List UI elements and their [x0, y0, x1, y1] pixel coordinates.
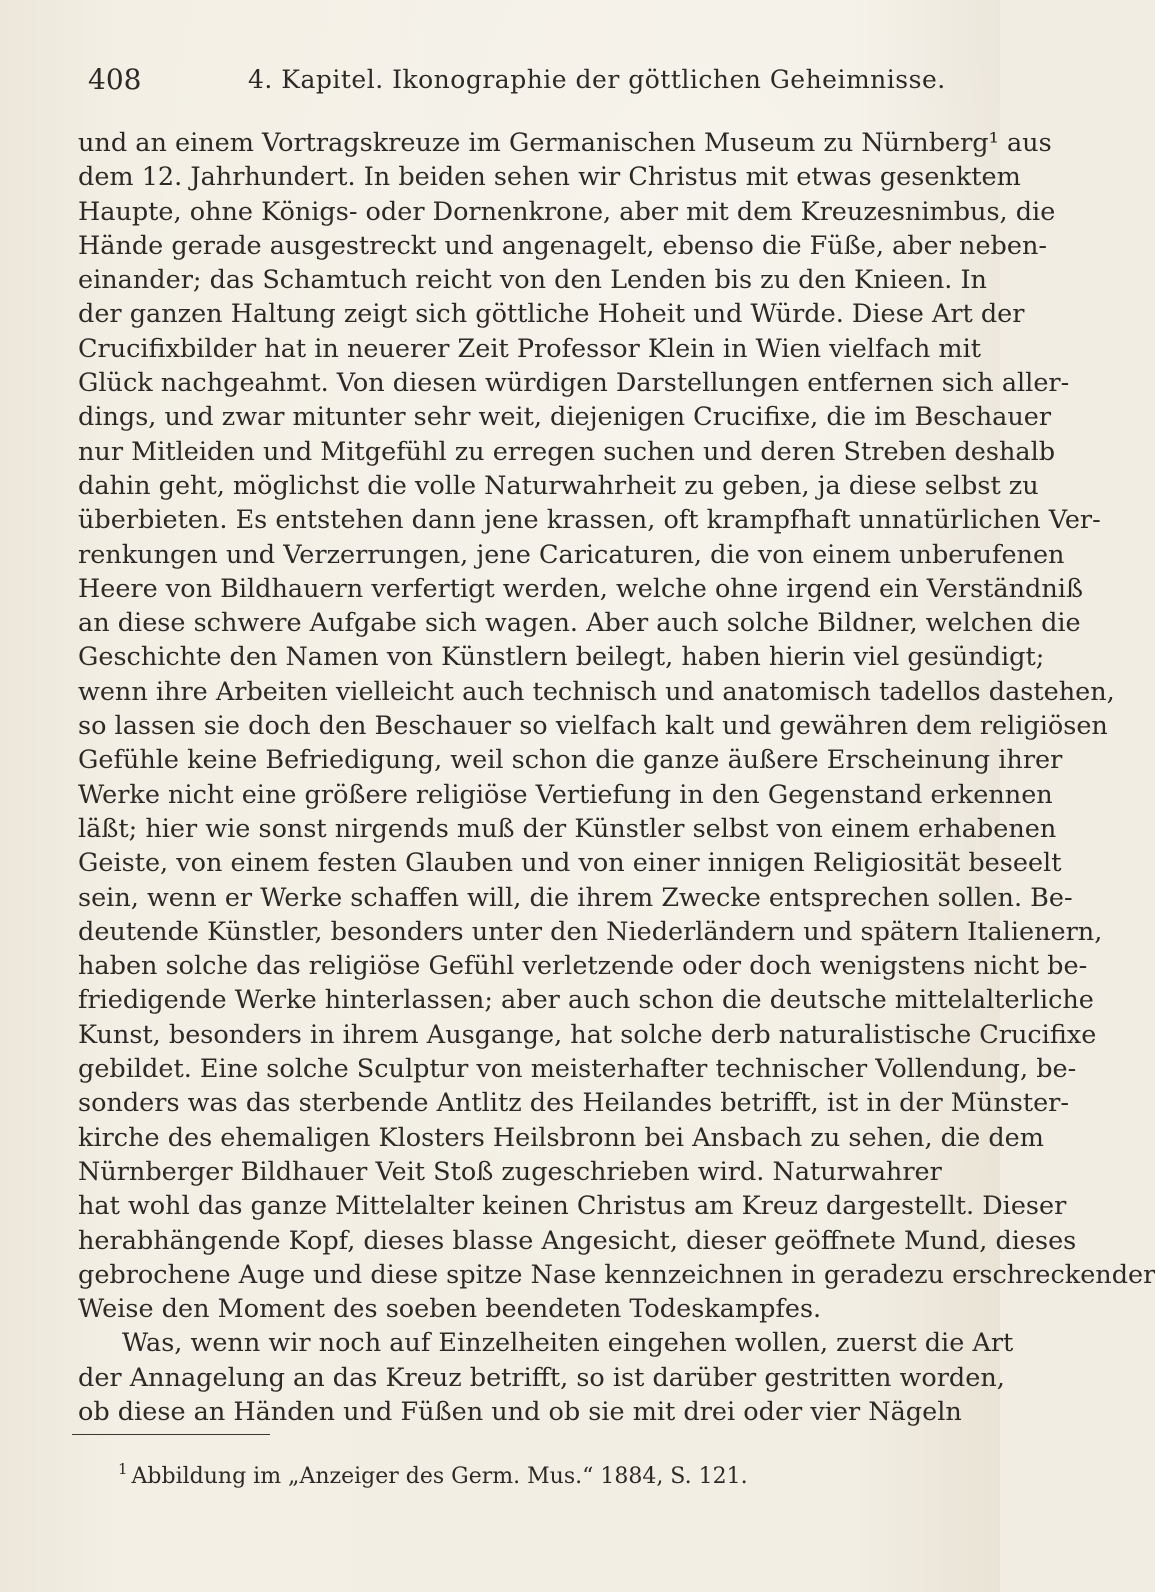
- text-line: der Annagelung an das Kreuz betrifft, so ist darüber gestritten worden,: [78, 1362, 1005, 1393]
- text-line: Kunst, besonders in ihrem Ausgange, hat solche derb naturalistische Crucifixe: [78, 1019, 1097, 1050]
- text-line: gebildet. Eine solche Sculptur von meisterhafter technischer Vollendung, be-: [78, 1054, 1077, 1085]
- running-head: 4. Kapitel. Ikonographie der göttlichen Geheimnisse.: [248, 65, 946, 94]
- text-line: sein, wenn er Werke schaffen will, die ihrem Zwecke entsprechen sollen. Be-: [78, 882, 1073, 913]
- text-line: kirche des ehemaligen Klosters Heilsbronn bei Ansbach zu sehen, die dem: [78, 1122, 1044, 1153]
- footnote-text: Abbildung im „Anzeiger des Germ. Mus.“ 1884, S. 121.: [131, 1464, 748, 1489]
- text-line: Geiste, von einem festen Glauben und von einer innigen Religiosität beseelt: [78, 848, 1062, 879]
- text-line: ob diese an Händen und Füßen und ob sie mit drei oder vier Nägeln: [78, 1396, 962, 1427]
- text-line: Haupte, ohne Königs- oder Dornenkrone, aber mit dem Kreuzesnimbus, die: [78, 196, 1056, 227]
- text-line: einander; das Schamtuch reicht von den Lenden bis zu den Knieen. In: [78, 265, 987, 296]
- text-line: Weise den Moment des soeben beendeten Todeskampfes.: [78, 1294, 822, 1325]
- text-line: dem 12. Jahrhundert. In beiden sehen wir Christus mit etwas gesenktem: [78, 162, 1021, 193]
- footnote: [118, 1462, 748, 1493]
- text-line: Nürnberger Bildhauer Veit Stoß zugeschrieben wird. Naturwahrer: [78, 1156, 942, 1187]
- text-line: an diese schwere Aufgabe sich wagen. Aber auch solche Bildner, welchen die: [78, 608, 1081, 639]
- text-line: hat wohl das ganze Mittelalter keinen Christus am Kreuz dargestellt. Dieser: [78, 1191, 1067, 1222]
- text-line: Was, wenn wir noch auf Einzelheiten eingehen wollen, zuerst die Art: [122, 1328, 1014, 1359]
- body-text: [78, 126, 1155, 1429]
- text-line: Gefühle keine Befriedigung, weil schon die ganze äußere Erscheinung ihrer: [78, 745, 1063, 776]
- text-line: gebrochene Auge und diese spitze Nase kennzeichnen in geradezu erschreckender: [78, 1259, 1155, 1290]
- page-header: [88, 60, 946, 100]
- text-line: und an einem Vortragskreuze im Germanischen Museum zu Nürnberg¹ aus: [78, 128, 1052, 158]
- text-line: Heere von Bildhauern verfertigt werden, welche ohne irgend ein Verständniß: [78, 573, 1083, 604]
- text-line: Geschichte den Namen von Künstlern beilegt, haben hierin viel gesündigt;: [78, 642, 1045, 673]
- text-line: läßt; hier wie sonst nirgends muß der Künstler selbst von einem erhabenen: [78, 813, 1057, 844]
- text-line: herabhängende Kopf, dieses blasse Angesicht, dieser geöffnete Mund, dieses: [78, 1225, 1077, 1256]
- text-line: wenn ihre Arbeiten vielleicht auch technisch und anatomisch tadellos dastehen,: [78, 676, 1115, 707]
- text-line: der ganzen Haltung zeigt sich göttliche Hoheit und Würde. Diese Art der: [78, 299, 1025, 330]
- text-line: renkungen und Verzerrungen, jene Caricaturen, die von einem unberufenen: [78, 539, 1065, 570]
- text-line: sonders was das sterbende Antlitz des Heilandes betrifft, ist in der Münster-: [78, 1088, 1069, 1119]
- footnote-divider: [72, 1434, 270, 1435]
- text-line: so lassen sie doch den Beschauer so vielfach kalt und gewähren dem religiösen: [78, 711, 1108, 742]
- text-line: Hände gerade ausgestreckt und angenagelt, ebenso die Füße, aber neben-: [78, 230, 1047, 261]
- text-line: deutende Künstler, besonders unter den Niederländern und spätern Italienern,: [78, 916, 1103, 947]
- text-line: Crucifixbilder hat in neuerer Zeit Professor Klein in Wien vielfach mit: [78, 333, 981, 364]
- text-line: haben solche das religiöse Gefühl verletzende oder doch wenigstens nicht be-: [78, 951, 1088, 982]
- text-line: friedigende Werke hinterlassen; aber auch schon die deutsche mittelalterliche: [78, 985, 1094, 1016]
- text-line: dahin geht, möglichst die volle Naturwahrheit zu geben, ja diese selbst zu: [78, 470, 1039, 501]
- text-line: Werke nicht eine größere religiöse Vertiefung in den Gegenstand erkennen: [78, 779, 1053, 810]
- footnote-marker: 1: [118, 1460, 128, 1478]
- text-line: überbieten. Es entstehen dann jene krassen, oft krampfhaft unnatürlichen Ver-: [78, 505, 1101, 536]
- page-number: 408: [88, 63, 142, 96]
- text-line: dings, und zwar mitunter sehr weit, diejenigen Crucifixe, die im Beschauer: [78, 402, 1052, 433]
- text-line: nur Mitleiden und Mitgefühl zu erregen suchen und deren Streben deshalb: [78, 436, 1056, 467]
- text-line: Glück nachgeahmt. Von diesen würdigen Darstellungen entfernen sich aller-: [78, 368, 1070, 399]
